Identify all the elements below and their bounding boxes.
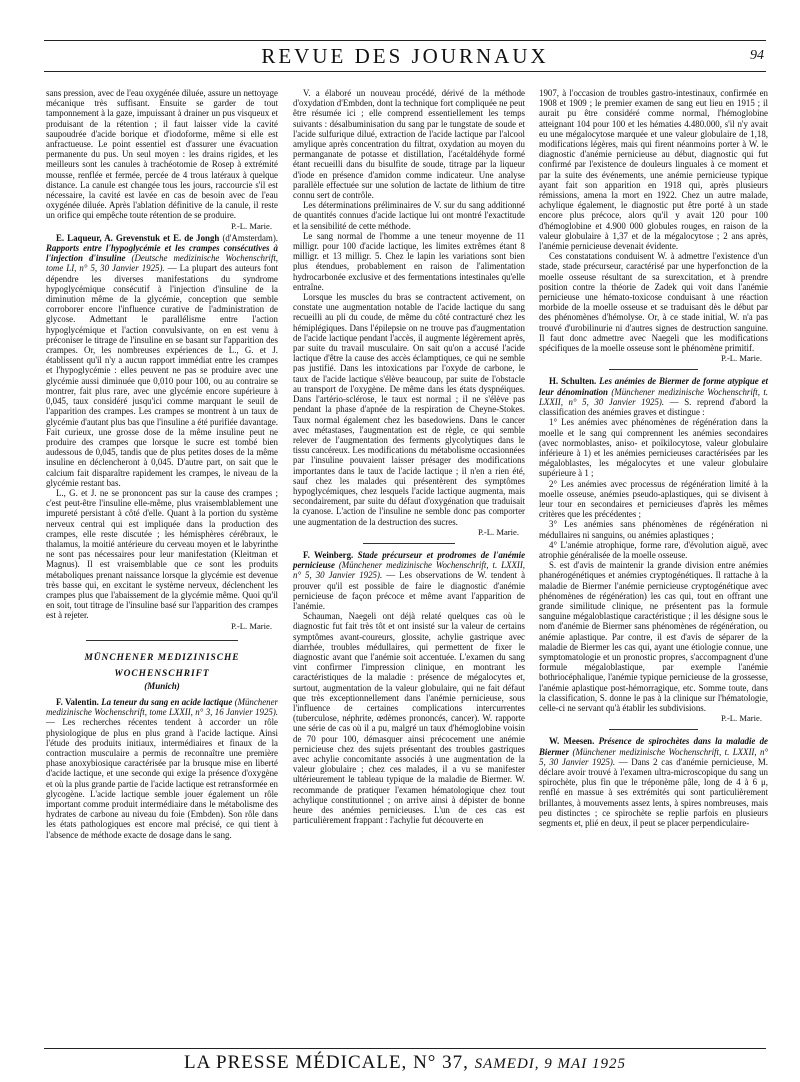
signature: P.-L. Marie. xyxy=(230,620,272,631)
article-journal: (Münchener medizinische Wochenschrift, t. LXXII, n° 5, 30 Janvier 1925). xyxy=(539,386,769,407)
list-item: 2° Les anémies avec processus de régénération limité à la moelle osseuse, anémies pseudo-aplastiques, qui se divisent à leur tour en secondaires et pernicieuses d'après les mêmes critères que les précédentes ; xyxy=(539,478,768,520)
article-author: H. Schulten. xyxy=(549,376,597,387)
article-author: F. Valentin. xyxy=(56,696,99,707)
article-title: Stade précurseur et prodromes de l'anémie pernicieuse xyxy=(293,549,526,571)
footer-journal: LA PRESSE MÉDICALE, xyxy=(184,1052,408,1073)
article-body: — Les recherches récentes tendent à accorder un rôle physiologique de plus en plus grand à l'acide lactique. Ainsi l'étude des produits initiaux, intermédiaires et finaux de la contraction musculaire a permis de reconnaître une première phase anoxybiosique caractérisée par la brusque mise en liberté d'acide lactique, et une seconde qui exige la présence d'oxygène et où la plus grande partie de l'acide lactique est retransformée en glycogène. L'acide lactique semble jouer également un rôle important comme produit intermédiaire dans le métabolisme des hydrates de carbone au niveau du foie (Embden). Son rôle dans les états pathologiques est encore mal précisé, ce qui tient à l'absence de méthode exacte de dosage dans le sang. xyxy=(46,717,278,840)
paragraph: Le sang normal de l'homme a une teneur moyenne de 11 milligr. pour 100 d'acide lactique, les limites extrêmes étant 8 milligr. et 13 milligr. 5. Chez le lapin les variations sont bien plus étendues, probablement en raison de l'alimentation hydrocarbonée exclusive et des fermentations intestinales qu'elle entraîne. xyxy=(293,230,525,292)
author-location: (d'Amsterdam). xyxy=(222,232,279,243)
article-body: — Les observations de W. tendent à prouver qu'il est possible de faire le diagnostic d'anémie pernicieuse de façon précoce et même avant l'apparition de l'anémie. xyxy=(293,570,526,611)
article-body: — S. reprend d'abord la classification des anémies graves et distingue : xyxy=(539,396,768,418)
paragraph: Schauman, Naegeli ont déjà relaté quelques cas où le diagnostic fut fait très tôt et ont insisté sur la valeur de certains symptômes avant-coureurs, glossite, achylie gastrique avec diarrhée, troubles médullaires, qui permettent de fixer le diagnostic avant que l'anémie soit accentuée. L'examen du sang vint confirmer l'impression clinique, en montrant les caractéristiques de la maladie : présence de mégalocytes et, surtout, augmentation de la valeur globulaire, qui ne fait défaut que très exceptionnellement dans l'anémie pernicieuse, sous l'influence de certaines complications intercurrentes (tuberculose, néphrite, œdèmes prononcés, cancer). W. rapporte une série de cas où il a pu, malgré un taux d'hémoglobine voisin de 70 pour 100, démasquer ainsi précocement une anémie pernicieuse chez des sujets présentant des troubles gastriques avec achylie concomitante associés à une augmentation de la valeur globulaire ; chez ces malades, il a vu se manifester ultérieurement le tableau typique de la maladie de Biermer. W. recommande de pratiquer l'examen hématologique chez tout achylique constitutionnel ; on arrive ainsi à dépister de bonne heure des anémies pernicieuses. L'un de ces cas est particulièrement frappant : l'achylie fut découverte en xyxy=(293,611,525,826)
article-journal: (Münchener medizinische Wochenschrift, t. LXXII, n° 5, 30 Janvier 1925). xyxy=(293,560,525,581)
article-header xyxy=(46,697,278,840)
section-subtitle: (Munich) xyxy=(144,680,180,691)
signature: P.-L. Marie. xyxy=(720,713,762,724)
article-title: Rapports entre l'hypoglycémie et les crampes consécutives à l'injection d'insuline xyxy=(46,243,278,264)
list-item: 4° L'anémie atrophique, forme rare, d'évolution aiguë, avec atrophie généralisée de la moelle osseuse. xyxy=(539,539,768,560)
article-divider xyxy=(609,369,698,370)
section-divider xyxy=(86,640,238,641)
paragraph: V. a élaboré un nouveau procédé, dérivé de la méthode d'oxydation d'Embden, dont la technique fort compliquée ne peut être résumée ici ; elle comprend essentiellement les temps suivants : désalbuminisation du sang par le tungstate de soude et l'acide sulfurique dilué, extraction de l'acide lactique par l'alcool amylique après concentration du filtrat, oxydation au moyen du permanganate de potasse et distillation, l'acétaldéhyde formé étant recueilli dans du bisulfite de soude, titrage par la liqueur d'iode en présence d'amidon comme indicateur. Une analyse parallèle effectuée sur une solution de lactate de lithium de titre connu sert de contrôle. xyxy=(293,88,525,201)
list-item: 3° Les anémies sans phénomènes de régénération ni médullaires ni sanguins, ou anémies aplastiques ; xyxy=(539,519,768,540)
footer-number: N° 37, xyxy=(413,1052,469,1073)
article-author: E. Laqueur, A. Grevenstuk et E. de Jongh xyxy=(56,232,220,243)
page-number: 94 xyxy=(750,48,764,63)
article-journal: (Münchener medizinische Wochenschrift, t. LXXII, n° 5, 30 Janvier 1925). xyxy=(539,746,769,767)
article-body: — Dans 2 cas d'anémie pernicieuse, M. déclare avoir trouvé à l'examen ultra-microscopique du sang un spirochète, plus fin que le tréponème pâle, long de 4 à 6 μ, renflé en massue à ses extrémités qui sont particulièrement brillantes, à mouvements assez lents, à spires nombreuses, mais peu distinctes ; ce spirochète se replie parfois en plusieurs segments et, plié en deux, il peut se placer perpendiculaire- xyxy=(539,756,768,829)
column-2 xyxy=(293,88,525,825)
page-header xyxy=(44,40,766,72)
footer-text xyxy=(44,1052,766,1074)
article-header xyxy=(539,376,768,417)
paragraph: Ces constatations conduisent W. à admettre l'existence d'un stade, stade précurseur, caractérisé par une hyperfonction de la moelle osseuse résultant de sa surexcitation, et à prendre position contre la théorie de Zadek qui voit dans l'anémie pernicieuse une hémato-toxicose conduisant à une réaction morbide de la moelle osseuse et se traduisant dès le début par des phénomènes d'hémolyse. Or, à ce stade initial, W. n'a pas trouvé d'urobilinurie ni d'autres signes de destruction sanguine. Il faut donc admettre avec Naegeli que les modifications spécifiques de la moelle osseuse sont le phénomène primitif. xyxy=(539,251,768,354)
article-author: W. Meesen. xyxy=(549,736,595,747)
article-author: F. Weinberg. xyxy=(303,549,354,560)
article-title: La teneur du sang en acide lactique xyxy=(101,696,233,707)
column-1 xyxy=(46,88,278,840)
article-header xyxy=(293,550,525,611)
article-body: — La plupart des auteurs font dépendre les diverses manifestations du syndrome hypoglycémique consécutif à l'injection d'insuline de la diminution même de la glycémie, conception que semble corroborer encore l'influence curative de l'administration de glycose. Admettant le parallélisme entre l'action hypoglycémique et l'action convulsivante, on en est venu à préconiser le titrage de l'insuline en se basant sur l'apparition des crampes. Or, les nombreuses expériences de L., G. et J. établissent qu'il n'y a aucun rapport immédiat entre les crampes et l'hypoglycémie : elles peuvent ne pas se produire avec une glycémie aussi diminuée que 0,010 pour 100, ou au contraire se montrer, fait plus rare, avec une glycémie encore supérieure à 0,045, taux considéré jusqu'ici comme marquant le seuil de l'apparition des crampes. Les crampes se montrent à un taux de glycémie d'autant plus bas que l'insuline a été purifiée davantage. Fait curieux, une grosse dose de la même insuline peut ne produire des crampes que lorsque le sucre est tombé bien audessous de 0,045, tandis que de plus petites doses de la même insuline en déclencheront à 0,045. D'autre part, on sait que le calcium fait disparaître rapidement les crampes, le niveau de la glycémie restant bas. xyxy=(46,263,278,488)
article-journal: (Münchener medizinische Wochenschrift, tome LXXII, n° 3, 16 Janvier 1925). xyxy=(46,696,278,718)
list-item: 1° Les anémies avec phénomènes de régénération dans la moelle et le sang qui comprennent les anémies secondaires (avec normoblastes, aniso- et poïkilocytose, valeur globulaire inférieure à 1) et les anémies pernicieuses caractérisées par les mégaloblastes, les mégalocytes et une valeur globulaire supérieure à 1 ; xyxy=(539,417,768,479)
article-journal: (Deutsche medizinische Wochenschrift, tome LI, n° 5, 30 Janvier 1925). xyxy=(46,253,279,274)
paragraph: Les déterminations préliminaires de V. sur du sang additionné de quantités connues d'acide lactique lui ont montré l'exactitude et la sensibilité de cette méthode. xyxy=(293,200,525,231)
paragraph: 1907, à l'occasion de troubles gastro-intestinaux, confirmée en 1908 et 1909 ; le premier examen de sang eut lieu en 1915 ; il aurait pu être considéré comme normal, l'hémoglobine atteignant 104 pour 100 et les hématies 4.480.000, s'il n'y avait eu une mégalocytose marquée et une valeur globulaire de 1,18, modifications légères, mais qui firent néanmoins porter à W. le diagnostic d'anémie pernicieuse au début, diagnostic qui fut confirmé par l'existence de douleurs linguales à ce moment et par la suite des événements, une anémie pernicieuse typique ayant fait son apparition en 1918 qui, après plusieurs rémissions, amena la mort en 1922. Chez un autre malade, achylique également, le diagnostic put être porté à un stade encore plus précoce, alors qu'il y avait 120 pour 100 d'hémoglobine et 4.900 000 globules rouges, en raison de la valeur globulaire à 1,37 et de la mégalocytose ; 2 ans après, l'anémie pernicieuse devenait évidente. xyxy=(539,88,768,252)
signature: P.-L. Marie. xyxy=(477,526,519,537)
page-footer xyxy=(44,1048,766,1077)
paragraph: L., G. et J. ne se prononcent pas sur la cause des crampes ; c'est peut-être l'insuline elle-même, plus vraisemblablement une impureté persistant à côté d'elle. Quant à la portion du système nerveux central qui est impliquée dans la production des crampes, elle reste discutée ; les hémisphères cérébraux, le thalamus, la moitié antérieure du cerveau moyen et le labyrinthe ne sont pas nécessaires pour leur manifestation (Kleitman et Magnus). Il est vraisemblable que ce sont les produits métaboliques prenant naissance lorsque la glycémie est devenue très basse qui, en excitant le système nerveux, déclenchent les crampes plus que l'abaissement de la glycémie même. Quoi qu'il en soit, tout titrage de l'insuline basé sur l'apparition des crampes est à rejeter. xyxy=(46,487,278,621)
paragraph: Lorsque les muscles du bras se contractent activement, on constate une augmentation notable de l'acide lactique du sang recueilli au pli du coude, de même du côté contracturé chez les hémiplégiques. Dans l'épilepsie on ne trouve pas d'augmentation de l'acide lactique pendant l'accès, il augmente légèrement après, par suite du travail musculaire. On sait qu'on a accusé l'acide lactique d'être la cause des accès éclamptiques, ce qui ne semble pas justifié. Dans les intoxications par l'oxyde de carbone, le taux de l'acide lactique s'élève beaucoup, par suite de l'obstacle au transport de l'oxygène. De même dans les états dyspnéiques. Dans l'artério-sclérose, le taux est normal ; il ne s'élève pas pendant la phase d'apnée de la respiration de Cheyne-Stokes. Taux normal également chez les basedowiens. Dans le cancer avec métastases, l'augmentation est de règle, ce qui semble relever de l'augmentation des ferments glycolytiques dans le tissu cancéreux. Les modifications du métabolisme occasionnées par l'insuline pouvaient laisser présager des modifications importantes dans le taux de l'acide lactique ; il n'en a rien été, sauf chez les malades qui présentèrent des symptômes hypoglycémiques, chez lesquels l'acide lactique augmenta, mais secondairement, par suite du défaut d'oxygénation que traduisait la cyanose. L'action de l'insuline ne semble donc pas comporter une augmentation de la destruction des sucres. xyxy=(293,292,525,527)
article-header xyxy=(539,736,768,828)
column-3 xyxy=(539,88,768,828)
article-divider xyxy=(609,729,698,730)
article-header xyxy=(46,233,278,488)
signature: P.-L. Marie. xyxy=(230,220,272,231)
article-title: Les anémies de Biermer de forme atypique et leur dénomination xyxy=(539,376,768,397)
paragraph: sans pression, avec de l'eau oxygénée diluée, assure un nettoyage mécanique très suffisant. Ensuite se garder de tout tamponnement à la gaze, impuissant à drainer un pus visqueux et produisant de la rétention ; il faut laisser vide la cavité saupoudrée d'acide borique et d'iodoforme, même si elle est anfractueuse. Le point essentiel est d'assurer une évacuation permanente du pus. Un seul moyen : les drains rigides, et les meilleurs sont les canules à trachéotomie de Rosep à extrémité mousse, renflée et fermée, percée de 4 trous latéraux à quelque distance. La canule est changée tous les jours, raccourcie s'il est nécessaire, la cavité est lavée en cas de besoin avec de l'eau oxygénée diluée. Après l'ablation définitive de la canule, il reste un orifice qui empêche toute rétention de se produire. xyxy=(46,88,278,221)
article-title: Présence de spirochètes dans la maladie de Biermer xyxy=(539,736,768,757)
section-title-line-2: WOCHENSCHRIFT xyxy=(114,668,210,679)
article-divider xyxy=(363,543,455,544)
signature: P.-L. Marie. xyxy=(720,353,762,364)
header-title: REVUE DES JOURNAUX xyxy=(261,44,549,68)
section-title-line-1: MÜNCHENER MEDIZINISCHE xyxy=(84,652,240,663)
paragraph: S. est d'avis de maintenir la grande division entre anémies phanérogénétiques et anémies cryptogénétiques. Il rattache à la maladie de Biermer l'anémie pernicieuse cryptogénétique avec phénomènes de régénération) les cas qui, tout en offrant une grande similitude clinique, ne présentent pas la formule sanguine mégaloblastique caractéristique ; il les désigne sous le nom d'anémie de Biermer sans phénomènes de régénération, ou anémie aplastique. Par contre, il est d'avis de séparer de la maladie de Biermer les cas qui, ayant une étiologie connue, une symptomatologie et un pronostic propres, s'accompagnent d'une formule mégaloblastique, par exemple l'anémie bothriocéphalique, l'anémie typique pernicieuse de la grossesse, l'anémie aplastique post-hémorragique, etc. Somme toute, dans la classification, S. donne le pas à la clinique sur l'hématologie, celle-ci ne servant qu'à établir les subdivisions. xyxy=(539,560,768,713)
footer-date: SAMEDI, 9 MAI 1925 xyxy=(474,1056,626,1072)
